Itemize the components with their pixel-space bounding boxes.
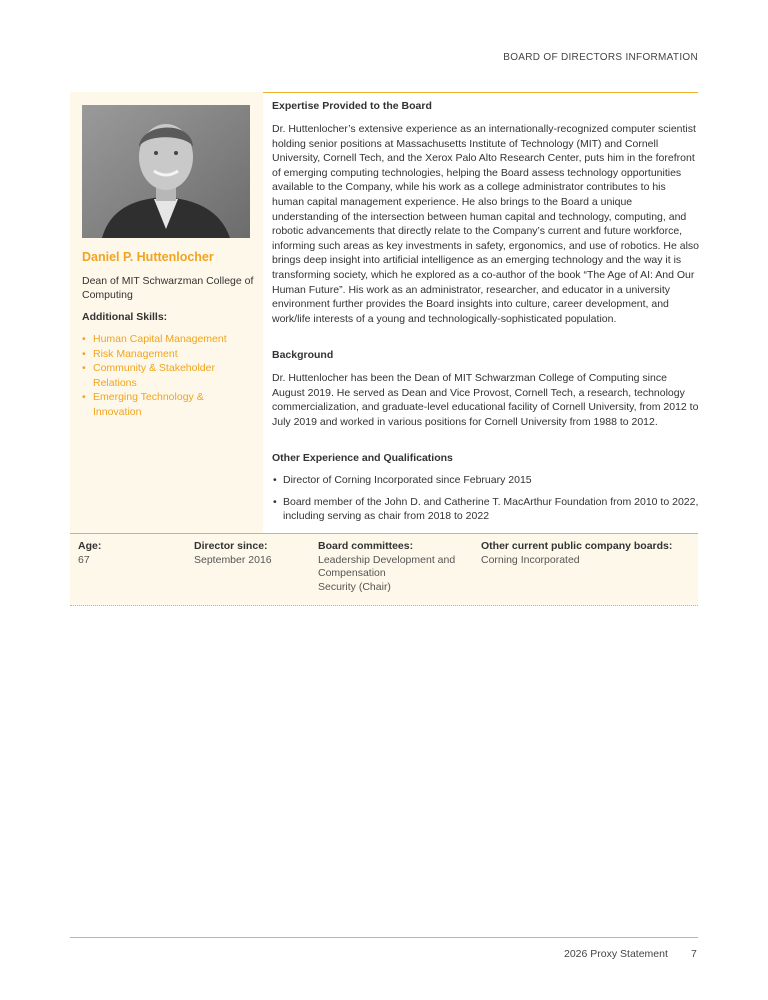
skill-item: • Human Capital Management bbox=[82, 332, 252, 347]
director-info-bar bbox=[70, 533, 698, 606]
director-profile-panel bbox=[70, 92, 263, 533]
skill-item: • Emerging Technology & Innovation bbox=[82, 390, 252, 419]
footer-document-title: 2026 Proxy Statement bbox=[564, 948, 668, 960]
director-since-label: Director since: bbox=[194, 540, 268, 552]
skill-item: • Community & Stakeholder Relations bbox=[82, 361, 252, 390]
committees-label: Board committees: bbox=[318, 540, 414, 552]
skill-item: • Risk Management bbox=[82, 347, 252, 362]
public-boards-value: Corning Incorporated bbox=[481, 553, 580, 566]
experience-item: • Director of Corning Incorporated since February 2015 bbox=[272, 473, 700, 488]
committee-item: Security (Chair) bbox=[318, 580, 391, 593]
age-label: Age: bbox=[78, 540, 102, 552]
director-title: Dean of MIT Schwarzman College of Computing bbox=[82, 275, 254, 301]
portrait-image bbox=[82, 105, 250, 238]
committee-item: Leadership Development and Compensation bbox=[318, 553, 456, 579]
background-heading: Background bbox=[272, 349, 334, 361]
public-boards-label: Other current public company boards: bbox=[481, 540, 673, 552]
other-experience-heading: Other Experience and Qualifications bbox=[272, 452, 453, 464]
footer-rule bbox=[70, 937, 698, 938]
background-text: Dr. Huttenlocher has been the Dean of MIT Schwarzman College of Computing since August 2019. He served as Dean and Vice Provost, Cornell Tech, a research, technology commercialization, and graduate-level educational facility of Cornell University, from 2012 to July 2019 and worked in various positions for Cornell University from 1988 to 2012. bbox=[272, 372, 699, 428]
director-name: Daniel P. Huttenlocher bbox=[82, 250, 214, 264]
director-since-cell bbox=[194, 540, 272, 567]
director-since-value: September 2016 bbox=[194, 553, 272, 566]
expertise-heading: Expertise Provided to the Board bbox=[272, 100, 432, 112]
skills-heading: Additional Skills: bbox=[82, 311, 168, 323]
public-boards-cell bbox=[481, 540, 672, 567]
skills-list bbox=[82, 332, 252, 419]
section-header: BOARD OF DIRECTORS INFORMATION bbox=[503, 52, 698, 63]
experience-item: • Board member of the John D. and Catherine T. MacArthur Foundation from 2010 to 2022, including serving as chair from 2018 to 2022 bbox=[272, 495, 700, 524]
director-photo bbox=[82, 105, 250, 238]
committees-cell bbox=[318, 540, 468, 594]
age-cell bbox=[78, 540, 101, 567]
other-experience-list bbox=[272, 473, 700, 531]
age-value: 67 bbox=[78, 553, 90, 566]
page-number: 7 bbox=[691, 948, 697, 960]
expertise-text: Dr. Huttenlocher’s extensive experience as an internationally-recognized computer scientist holding senior positions at Massachusetts Institute of Technology (MIT) and Cornell University, Cornell Tech, and the Xerox Palo Alto Research Center, puts him in the forefront of emerging computing technologies, helping the Board assess technology opportunities available to the Company, while his work as a college administrator contributes to his human capital management experience. He also brings to the Board a unique understanding of the intersection between human capital and technology, computing, and robotic advancements that directly relate to the Company’s current and future workforce, informing such areas as key investments in safety, ergonomics, and use of robotics. He also brings deep insight into artificial intelligence as an emerging technology and the way it is transforming society, which he explored as a co-author of the book “The Age of AI: And Our Human Future”. His work as an administrator, researcher, and educator in a university environment further provides the Board insights into culture, career development, and work/life interests of a young and technologically-sophisticated population. bbox=[272, 123, 700, 325]
